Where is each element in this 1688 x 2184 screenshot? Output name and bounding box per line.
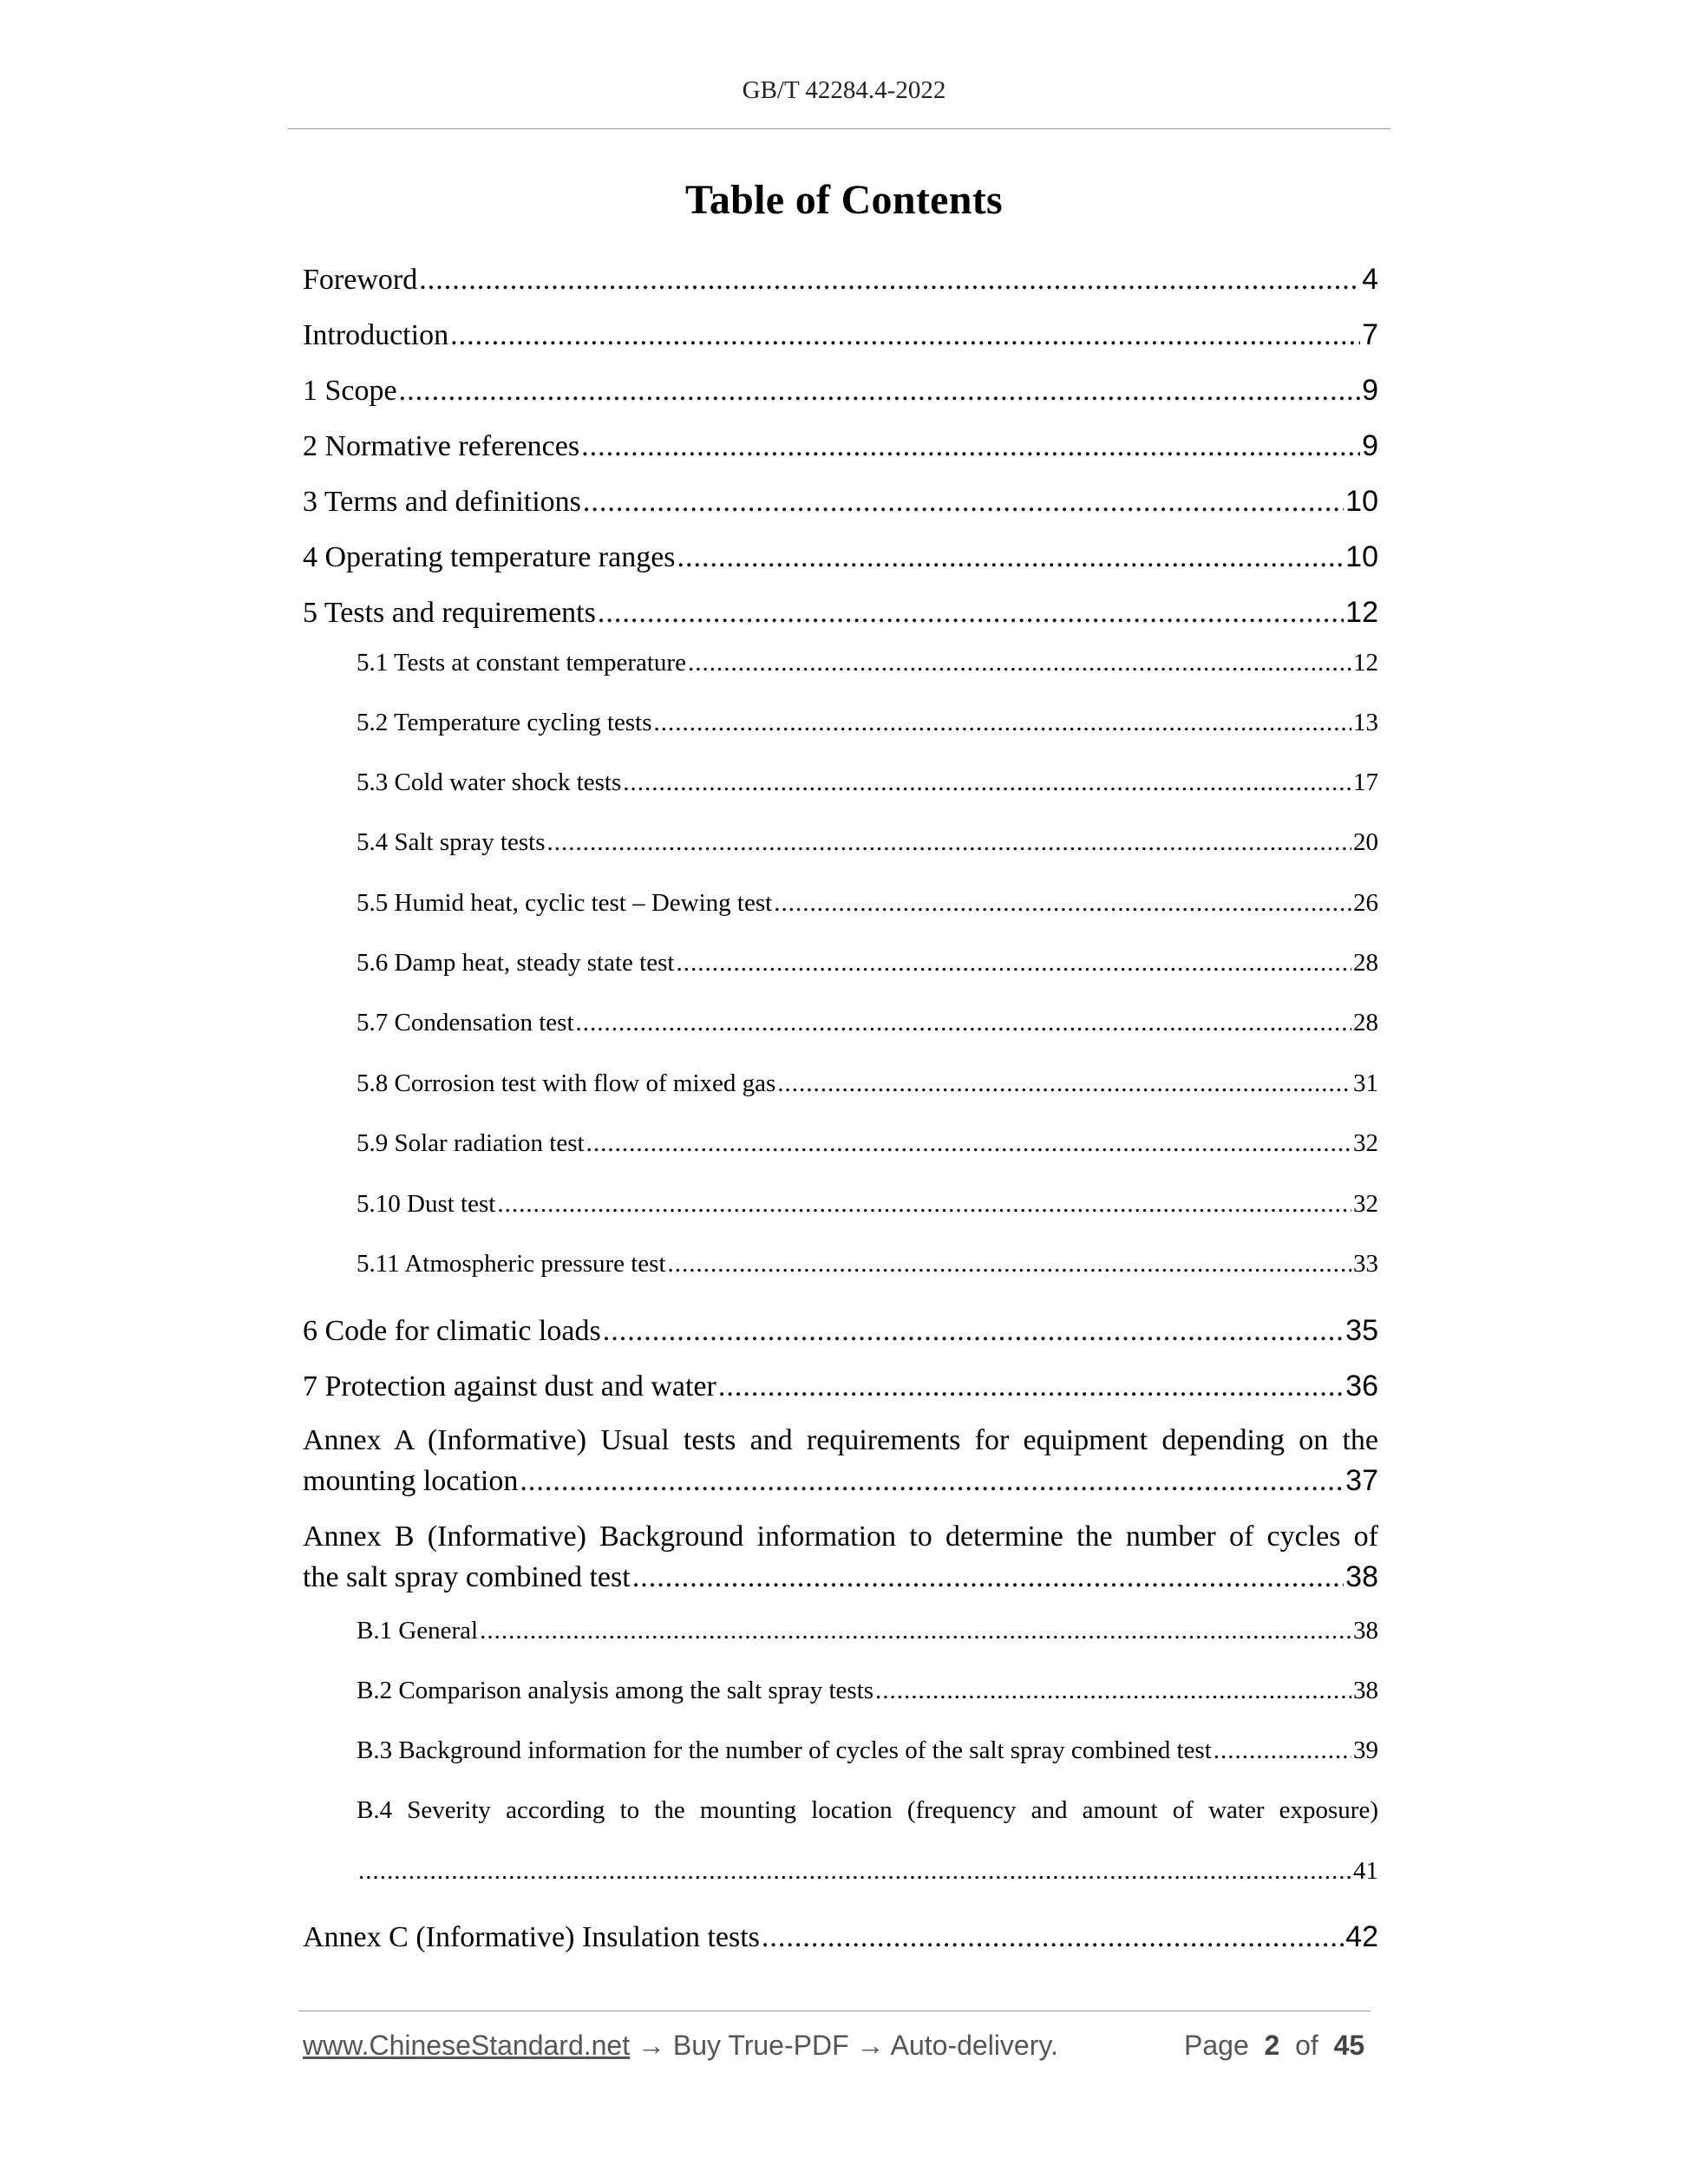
toc-entry-b-4[interactable]: ..... 41: [357, 1857, 1378, 1886]
footer-promo: [303, 2030, 1058, 2062]
toc-entry-annex-b[interactable]: the salt spray combined test ..... 38: [303, 1560, 1378, 1594]
toc-entry-b-3[interactable]: B.3 Background information for the number of cycles of the salt spray combined test ..... 39: [357, 1736, 1378, 1765]
page-header: [0, 76, 1688, 105]
toc-entry-annex-b-line1[interactable]: Annex B (Informative) Background information to determine the number of cycles of: [303, 1520, 1378, 1553]
toc-entry-normative-references[interactable]: 2 Normative references ..... 9: [303, 429, 1378, 463]
total-pages: 45: [1333, 2030, 1365, 2061]
page-prefix: Page: [1184, 2030, 1249, 2061]
toc-entry-b-2[interactable]: B.2 Comparison analysis among the salt spray tests ..... 38: [357, 1677, 1378, 1705]
toc-entry-5-4[interactable]: 5.4 Salt spray tests ..... 20: [357, 828, 1378, 857]
document-code: GB/T 42284.4-2022: [742, 76, 946, 104]
page-indicator: [1184, 2030, 1364, 2062]
toc-entry-b-4-line1[interactable]: B.4 Severity according to the mounting location (frequency and amount of water exposure): [357, 1796, 1378, 1824]
toc-entry-operating-temperature[interactable]: 4 Operating temperature ranges ..... 10: [303, 540, 1378, 574]
toc-entry-5-3[interactable]: 5.3 Cold water shock tests ..... 17: [357, 768, 1378, 797]
toc-entry-b-1[interactable]: B.1 General ..... 38: [357, 1617, 1378, 1645]
header-divider: [288, 128, 1390, 129]
toc-entry-5-9[interactable]: 5.9 Solar radiation test ..... 32: [357, 1129, 1378, 1158]
current-page: 2: [1264, 2030, 1280, 2061]
toc-entry-5-7[interactable]: 5.7 Condensation test ..... 28: [357, 1009, 1378, 1037]
toc-entry-introduction[interactable]: Introduction ..... 7: [303, 318, 1378, 352]
toc-entry-5-8[interactable]: 5.8 Corrosion test with flow of mixed gas ..... 31: [357, 1069, 1378, 1098]
toc-title: Table of Contents: [684, 177, 1004, 223]
toc-entry-annex-a[interactable]: mounting location ..... 37: [303, 1464, 1378, 1498]
toc-entry-terms-definitions[interactable]: 3 Terms and definitions ..... 10: [303, 485, 1378, 519]
toc-entry-dust-water[interactable]: 7 Protection against dust and water ..... 36: [303, 1370, 1378, 1403]
toc-entry-annex-c[interactable]: Annex C (Informative) Insulation tests ..... 42: [303, 1920, 1378, 1954]
toc-entry-annex-a-line1[interactable]: Annex A (Informative) Usual tests and requirements for equipment depending on the: [303, 1424, 1378, 1456]
toc-entry-foreword[interactable]: Foreword ..... 4: [303, 263, 1378, 297]
toc-entry-climatic-loads[interactable]: 6 Code for climatic loads ..... 35: [303, 1314, 1378, 1348]
toc-entry-tests-requirements[interactable]: 5 Tests and requirements ..... 12: [303, 596, 1378, 630]
site-link[interactable]: www.ChineseStandard.net: [303, 2030, 631, 2061]
toc-entry-5-5[interactable]: 5.5 Humid heat, cyclic test – Dewing test ..... 26: [357, 889, 1378, 918]
toc-entry-5-2[interactable]: 5.2 Temperature cycling tests ..... 13: [357, 709, 1378, 737]
toc-entry-5-1[interactable]: 5.1 Tests at constant temperature ..... 12: [357, 649, 1378, 677]
toc-entry-5-11[interactable]: 5.11 Atmospheric pressure test ..... 33: [357, 1250, 1378, 1278]
toc-entry-5-10[interactable]: 5.10 Dust test ..... 32: [357, 1190, 1378, 1219]
page-of: of: [1295, 2030, 1318, 2061]
promo-text: → Buy True-PDF → Auto-delivery.: [630, 2030, 1058, 2061]
toc-entry-scope[interactable]: 1 Scope ..... 9: [303, 374, 1378, 408]
toc-entry-5-6[interactable]: 5.6 Damp heat, steady state test ..... 28: [357, 949, 1378, 978]
